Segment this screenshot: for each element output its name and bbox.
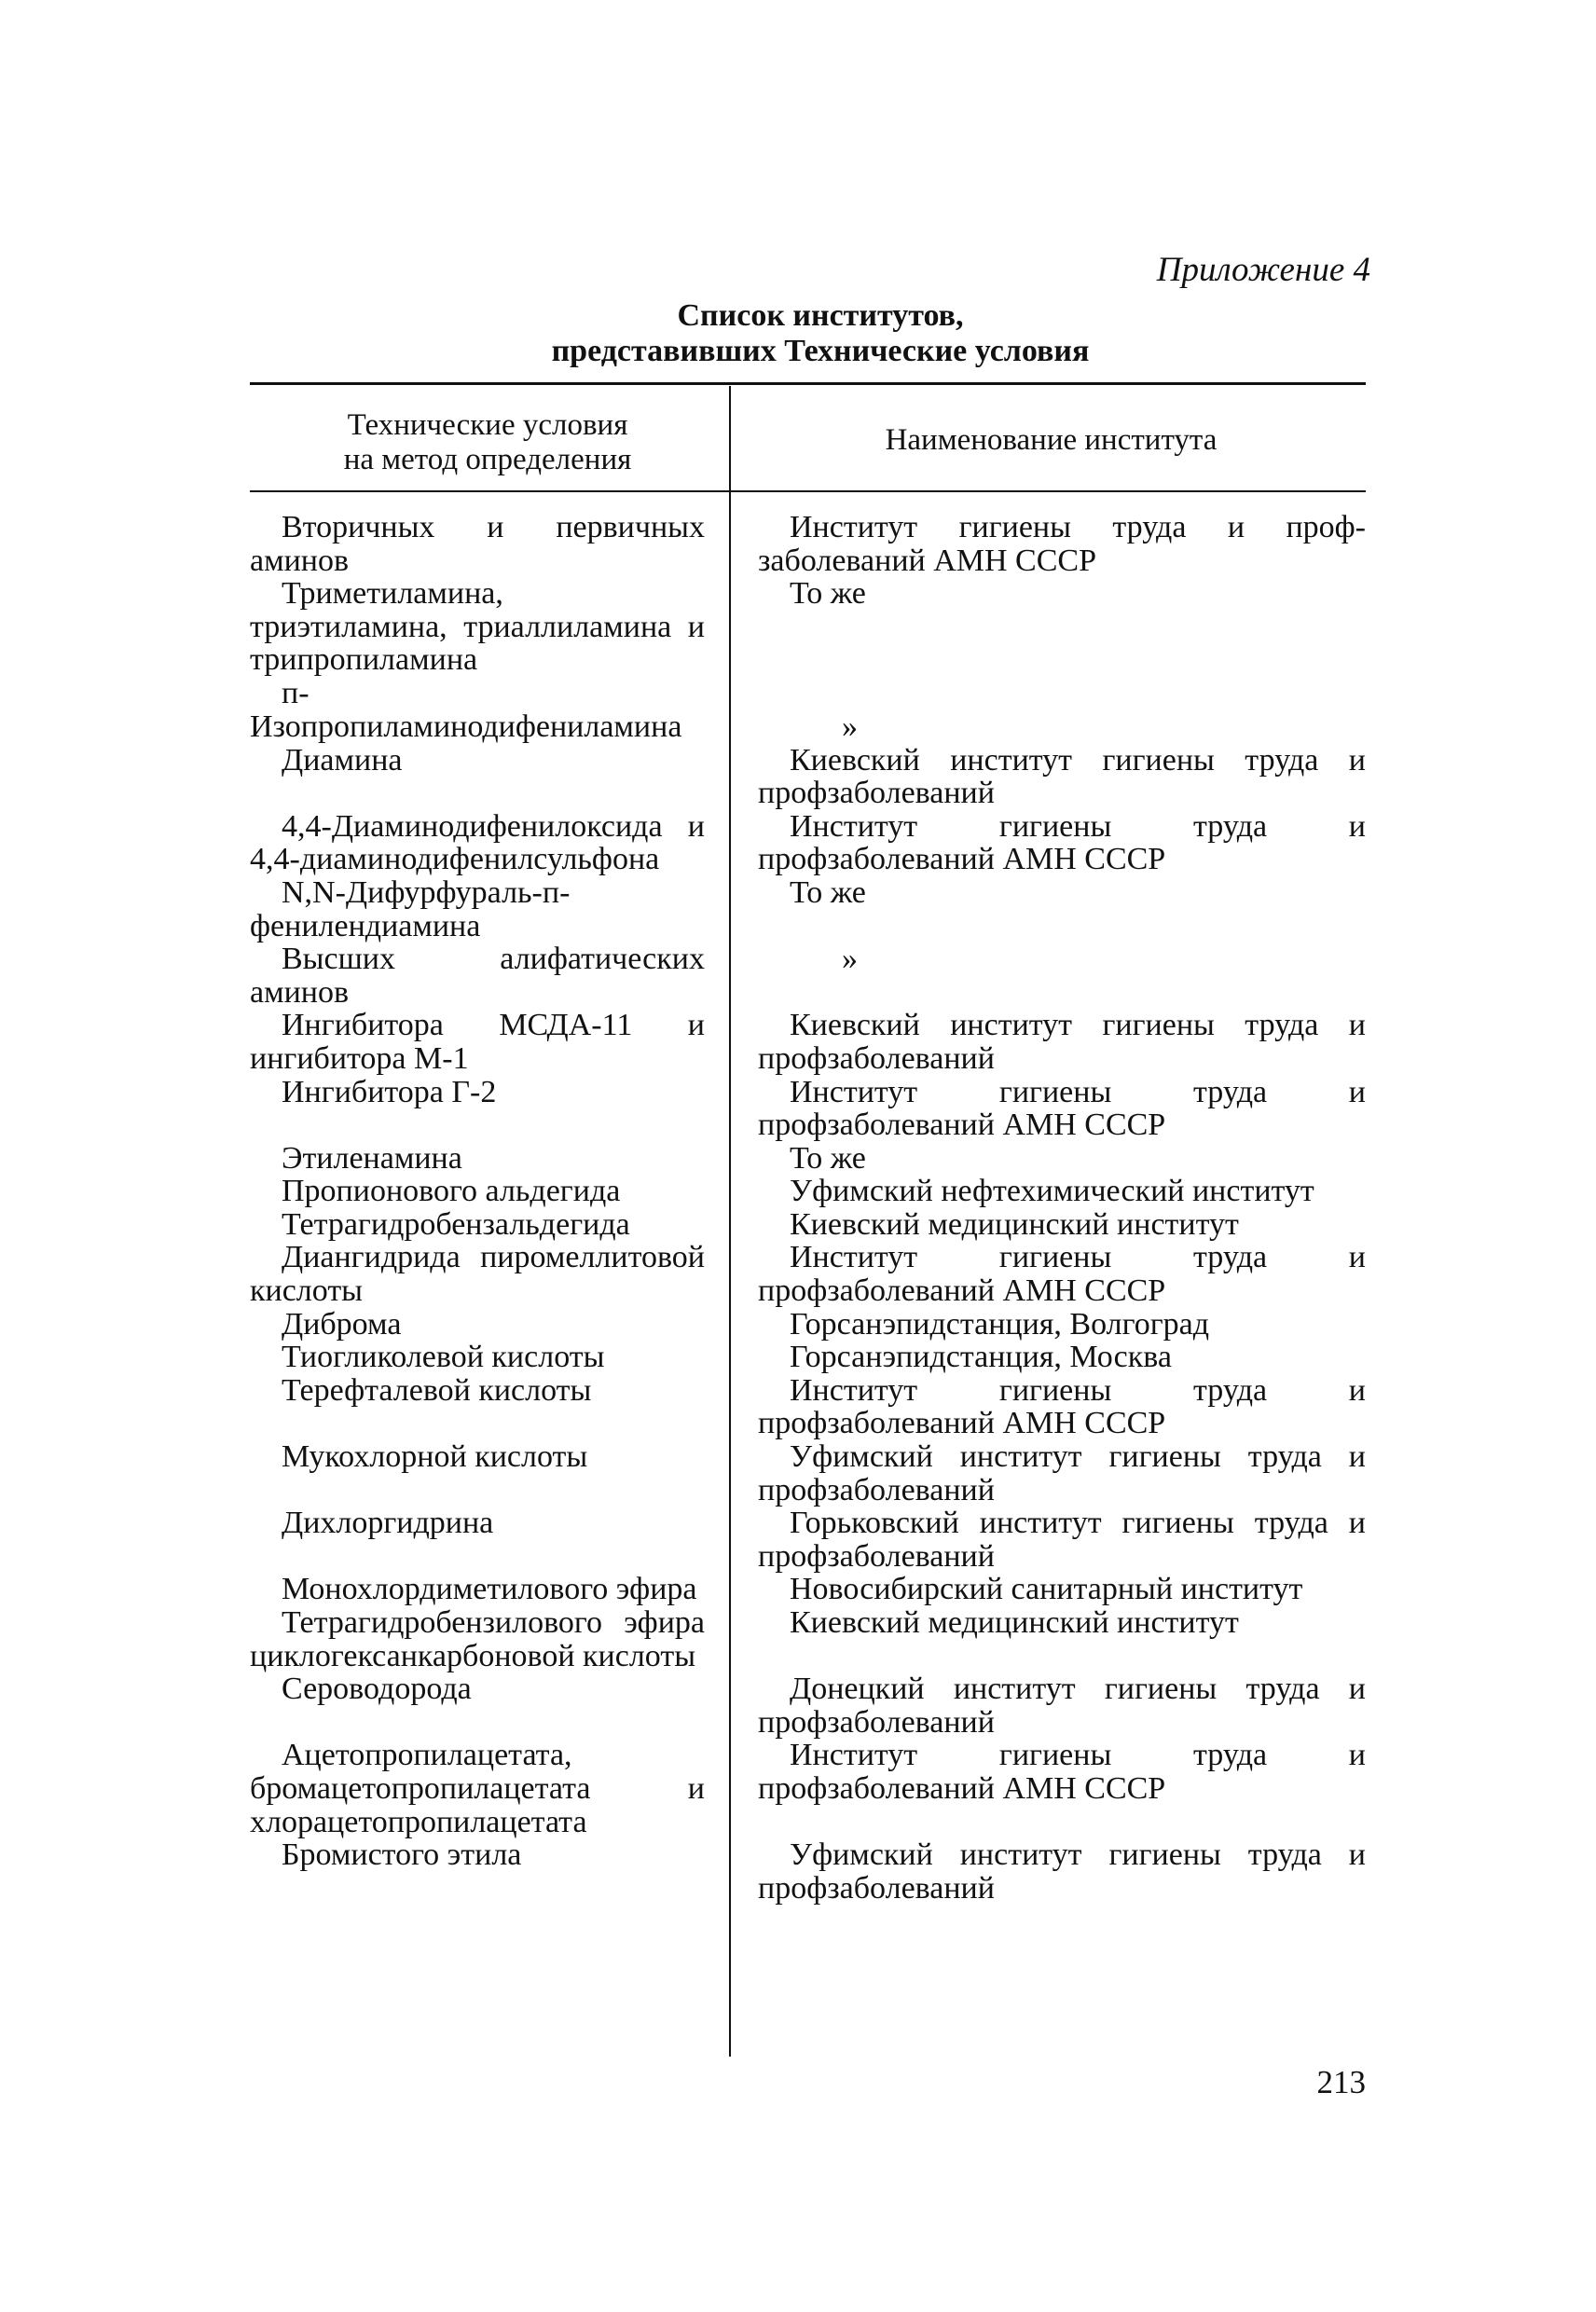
table-row bbox=[250, 1241, 1366, 1307]
institute-cell: » bbox=[842, 709, 858, 744]
table-row bbox=[250, 1672, 1366, 1739]
table-row bbox=[250, 1175, 1366, 1208]
method-cell: 4,4-Диаминодифенилоксида и 4,4-диаминодифенилсульфона bbox=[250, 808, 705, 877]
institute-cell: Киевский институт гигиены труда и профзаболеваний bbox=[758, 742, 1366, 811]
method-cell: Высших алифатических аминов bbox=[250, 942, 705, 1010]
table-row bbox=[250, 1374, 1366, 1440]
institute-cell: Киевский медицинский институт bbox=[790, 1206, 1239, 1242]
page-title: Список институтов, представивших Технические условия bbox=[551, 298, 1090, 368]
table-row bbox=[250, 1142, 1366, 1176]
method-cell: N,N-Дифурфураль-п-фенилендиамина bbox=[250, 874, 571, 943]
institute-cell: Институт гигиены труда и профзаболеваний АМН СССР bbox=[758, 1074, 1366, 1143]
institute-cell: Новосибирский санитарный институт bbox=[790, 1572, 1303, 1607]
method-cell: Ингибитора МСДА-11 и ингибитора М-1 bbox=[250, 1008, 705, 1076]
institute-cell: Институт гигиены труда и профзаболеваний АМН СССР bbox=[758, 1372, 1366, 1441]
table-row bbox=[250, 1308, 1366, 1342]
appendix-label: Приложение 4 bbox=[1156, 251, 1370, 289]
institute-cell: Институт гигиены труда и проф-заболеваний АМН СССР bbox=[758, 510, 1366, 578]
table-row bbox=[250, 810, 1366, 876]
institute-cell: То же bbox=[790, 874, 866, 910]
method-cell: Бромистого этила bbox=[282, 1837, 522, 1873]
table-row bbox=[250, 1341, 1366, 1374]
column-header-method: Технические условия на метод определения bbox=[343, 408, 632, 476]
method-cell: Пропионового альдегида bbox=[282, 1174, 621, 1209]
table-row bbox=[250, 1208, 1366, 1242]
institute-cell: Институт гигиены труда и профзаболеваний АМН СССР bbox=[758, 808, 1366, 877]
table-row bbox=[250, 1507, 1366, 1573]
table-row bbox=[250, 1606, 1366, 1672]
table-row bbox=[250, 1573, 1366, 1606]
table-row bbox=[250, 744, 1366, 810]
method-cell: Триметиламина, триэтиламина, триаллиламина и трипропиламина bbox=[250, 576, 705, 678]
institute-cell: Горьковский институт гигиены труда и профзаболеваний bbox=[758, 1506, 1366, 1574]
institute-cell: » bbox=[842, 942, 858, 977]
method-cell: Тетрагидробензилового эфира циклогексанкарбоновой кислоты bbox=[250, 1605, 705, 1673]
institute-cell: Донецкий институт гигиены труда и профзаболеваний bbox=[758, 1672, 1366, 1740]
institute-cell: То же bbox=[790, 576, 866, 612]
institute-cell: Горсанэпидстанция, Волгоград bbox=[790, 1306, 1210, 1342]
institute-cell: То же bbox=[790, 1140, 866, 1176]
method-cell: Сероводорода bbox=[282, 1672, 472, 1707]
method-cell: Ацетопропилацетата, бромацетопропилацетата и хлорацетопропилацетата bbox=[250, 1738, 705, 1839]
institute-cell: Институт гигиены труда и профзаболеваний АМН СССР bbox=[758, 1738, 1366, 1806]
method-cell: Вторичных и первичных аминов bbox=[250, 510, 705, 578]
table-header-rule bbox=[250, 490, 1366, 492]
table-row bbox=[250, 1440, 1366, 1507]
method-cell: Диброма bbox=[282, 1306, 402, 1342]
table-row bbox=[250, 876, 1366, 943]
institute-cell: Киевский институт гигиены труда и профзаболеваний bbox=[758, 1008, 1366, 1076]
method-cell: Диамина bbox=[282, 742, 403, 778]
table-row bbox=[250, 943, 1366, 1009]
method-cell: Ингибитора Г-2 bbox=[282, 1074, 497, 1109]
institutes-table bbox=[250, 511, 1366, 1905]
institute-cell: Уфимский нефтехимический институт bbox=[790, 1174, 1314, 1209]
institute-cell: Киевский медицинский институт bbox=[790, 1605, 1239, 1640]
table-row bbox=[250, 1076, 1366, 1142]
table-row bbox=[250, 1009, 1366, 1075]
table-row bbox=[250, 577, 1366, 677]
method-cell: Диангидрида пиромеллитовой кислоты bbox=[250, 1240, 705, 1309]
column-header-institute: Наименование института bbox=[885, 423, 1218, 457]
method-cell: п-Изопропиламинодифениламина bbox=[250, 675, 682, 744]
table-row bbox=[250, 1838, 1366, 1905]
method-cell: Этиленамина bbox=[282, 1140, 462, 1176]
method-cell: Монохлордиметилового эфира bbox=[282, 1572, 697, 1607]
method-cell: Тетрагидробензальдегида bbox=[282, 1206, 630, 1242]
institute-cell: Институт гигиены труда и профзаболеваний АМН СССР bbox=[758, 1240, 1366, 1309]
method-cell: Дихлоргидрина bbox=[282, 1506, 494, 1541]
method-cell: Терефталевой кислоты bbox=[282, 1372, 592, 1408]
table-row bbox=[250, 1739, 1366, 1838]
table-row bbox=[250, 511, 1366, 577]
method-cell: Тиогликолевой кислоты bbox=[282, 1340, 605, 1375]
institute-cell: Уфимский институт гигиены труда и профзаболеваний bbox=[758, 1439, 1366, 1507]
table-row bbox=[250, 677, 1366, 744]
table-top-rule bbox=[250, 382, 1366, 385]
page-number: 213 bbox=[1316, 2064, 1366, 2100]
institute-cell: Горсанэпидстанция, Москва bbox=[790, 1340, 1172, 1375]
method-cell: Мукохлорной кислоты bbox=[282, 1439, 588, 1475]
institute-cell: Уфимский институт гигиены труда и профзаболеваний bbox=[758, 1837, 1366, 1906]
